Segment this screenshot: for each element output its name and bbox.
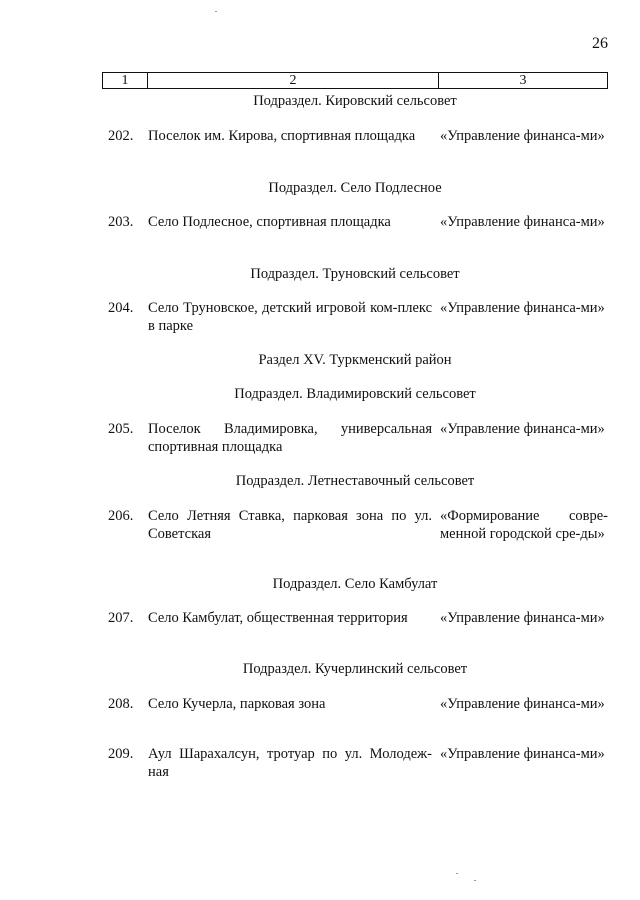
row-number: 204. — [108, 300, 134, 316]
program-name: «Управление финанса-ми» — [440, 300, 605, 316]
subsection-heading: Подраздел. Село Подлесное — [268, 180, 442, 196]
program-name: «Формирование совре-менной городской сре-ды» — [440, 508, 608, 542]
section-heading: Раздел XV. Туркменский район — [258, 352, 452, 368]
row-number: 205. — [108, 421, 134, 437]
program-name: «Управление финанса-ми» — [440, 746, 605, 762]
object-name: Село Летняя Ставка, парковая зона по ул. Советская — [148, 508, 432, 542]
subsection-heading: Подраздел. Владимировский сельсовет — [234, 386, 476, 402]
object-name: Село Подлесное, спортивная площадка — [148, 214, 391, 230]
row-number: 209. — [108, 746, 134, 762]
program-name: «Управление финанса-ми» — [440, 128, 605, 144]
subsection-heading: Подраздел. Село Камбулат — [272, 576, 438, 592]
table-header — [102, 72, 608, 89]
subsection-heading: Подраздел. Летнеставочный сельсовет — [235, 473, 475, 489]
program-name: «Управление финанса-ми» — [440, 696, 605, 712]
object-name: Поселок им. Кирова, спортивная площадка — [148, 128, 416, 144]
program-name: «Управление финанса-ми» — [440, 421, 605, 437]
row-number: 208. — [108, 696, 134, 712]
row-number: 206. — [108, 508, 134, 524]
object-name: Поселок Владимировка, универсальная спортивная площадка — [148, 421, 432, 455]
header-col-1: 1 — [103, 73, 148, 88]
header-col-2: 2 — [148, 73, 439, 88]
scan-speck — [456, 873, 458, 874]
page-number: 26 — [592, 35, 608, 52]
program-name: «Управление финанса-ми» — [440, 214, 605, 230]
subsection-heading: Подраздел. Кировский сельсовет — [253, 93, 457, 109]
header-col-3: 3 — [519, 73, 527, 88]
scan-speck — [215, 11, 217, 12]
subsection-heading: Подраздел. Труновский сельсовет — [250, 266, 460, 282]
object-name: Село Камбулат, общественная территория — [148, 610, 408, 626]
object-name: Аул Шарахалсун, тротуар по ул. Молодеж-ная — [148, 746, 432, 780]
subsection-heading: Подраздел. Кучерлинский сельсовет — [242, 661, 468, 677]
row-number: 203. — [108, 214, 134, 230]
object-name: Село Кучерла, парковая зона — [148, 696, 326, 712]
scan-speck — [474, 880, 476, 881]
row-number: 207. — [108, 610, 134, 626]
object-name: Село Труновское, детский игровой ком-плекс в парке — [148, 300, 432, 334]
program-name: «Управление финанса-ми» — [440, 610, 605, 626]
row-number: 202. — [108, 128, 134, 144]
